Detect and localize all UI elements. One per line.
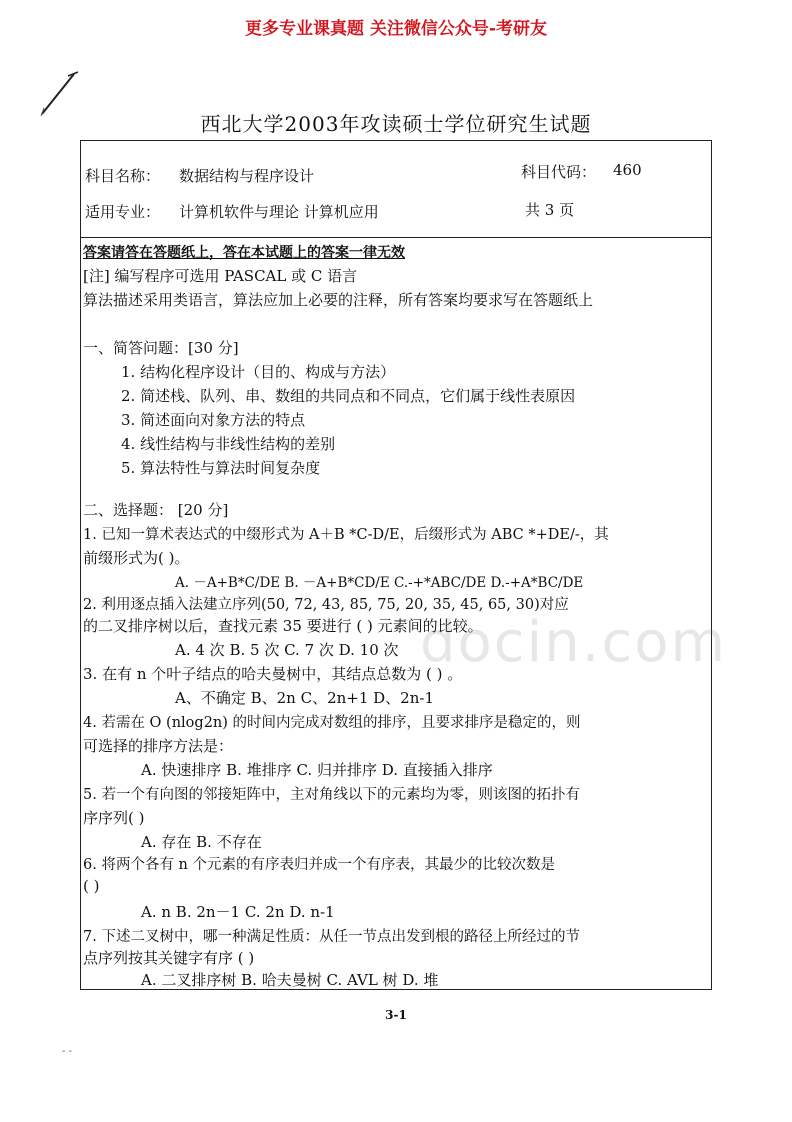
exam-header [81,141,711,238]
major-value: 计算机软件与理论 计算机应用 [179,203,379,221]
answer-notice: 答案请答在答题纸上，答在本试题上的答案一律无效 [83,245,405,261]
option-line: A. 快速排序 B. 堆排序 C. 归并排序 D. 直接插入排序 [141,761,493,779]
question-line: 2. 利用逐点插入法建立序列(50, 72, 43, 85, 75, 20, 35, 45, 65, 30)对应 [83,597,569,613]
question-line: 3. 在有 n 个叶子结点的哈夫曼树中，其结点总数为 ( ) 。 [83,665,463,683]
scan-dash-mark: - - [62,1046,72,1057]
subject-value: 数据结构与程序设计 [179,167,315,185]
exam-frame [80,140,712,990]
question-line: 可选择的排序方法是： [83,737,234,755]
subject-label: 科目名称： [85,167,161,185]
page-count: 共 3 页 [525,201,575,219]
section1-heading: 一、简答问题：[30 分] [83,339,239,357]
question-line: 7. 下述二叉树中，哪一种满足性质：从任一节点出发到根的路径上所经过的节 [83,929,580,945]
question-line: 6. 将两个各有 n 个元素的有序表归并成一个有序表，其最少的比较次数是 [83,857,555,873]
option-line: A. －A+B*C/DE B. －A+B*CD/E C.-+*ABC/DE D.-+A*BC/DE [175,575,584,591]
option-line: A、不确定 B、2n C、2n+1 D、2n-1 [175,689,434,707]
page-number: 3-1 [385,1008,407,1022]
question-line: 5. 若一个有向图的邻接矩阵中，主对角线以下的元素均为零，则该图的拓扑有 [83,787,580,803]
note-algorithm: 算法描述采用类语言，算法应加上必要的注释，所有答案均要求写在答题纸上 [83,291,594,309]
section1-item: 4. 线性结构与非线性结构的差别 [121,435,336,453]
question-line: 1. 已知一算术表达式的中缀形式为 A＋B *C-D/E，后缀形式为 ABC *+DE/-，其 [83,527,609,543]
option-line: A. 二叉排序树 B. 哈夫曼树 C. AVL 树 D. 堆 [141,971,439,989]
option-line: A. 4 次 B. 5 次 C. 7 次 D. 10 次 [175,641,399,659]
code-value: 460 [613,161,642,179]
question-line: 前缀形式为( )。 [83,549,190,567]
code-label: 科目代码： [521,163,597,181]
watermark: docin.com [420,610,728,675]
section1-item: 5. 算法特性与算法时间复杂度 [121,459,321,477]
note-language: [注] 编写程序可选用 PASCAL 或 C 语言 [83,267,358,285]
top-banner: 更多专业课真题 关注微信公众号-考研友 [245,19,547,39]
question-line: 点序列按其关键字有序 ( ) [83,949,255,967]
section1-item: 3. 简述面向对象方法的特点 [121,411,306,429]
question-line: 4. 若需在 O (nlog2n) 的时间内完成对数组的排序，且要求排序是稳定的，则 [83,715,581,731]
question-line: 的二叉排序树以后，查找元素 35 要进行 ( ) 元素间的比较。 [83,617,483,635]
major-label: 适用专业： [85,203,161,221]
option-line: A. n B. 2n－1 C. 2n D. n-1 [141,903,335,921]
section1-item: 2. 简述栈、队列、串、数组的共同点和不同点，它们属于线性表原因 [121,387,576,405]
section1-item: 1. 结构化程序设计（目的、构成与方法） [121,363,396,381]
section2-heading: 二、选择题： [20 分] [83,501,229,519]
option-line: A. 存在 B. 不存在 [141,833,262,851]
question-line: ( ) [83,877,100,895]
exam-title: 西北大学2003年攻读硕士学位研究生试题 [200,112,592,136]
question-line: 序序列( ) [83,809,145,827]
